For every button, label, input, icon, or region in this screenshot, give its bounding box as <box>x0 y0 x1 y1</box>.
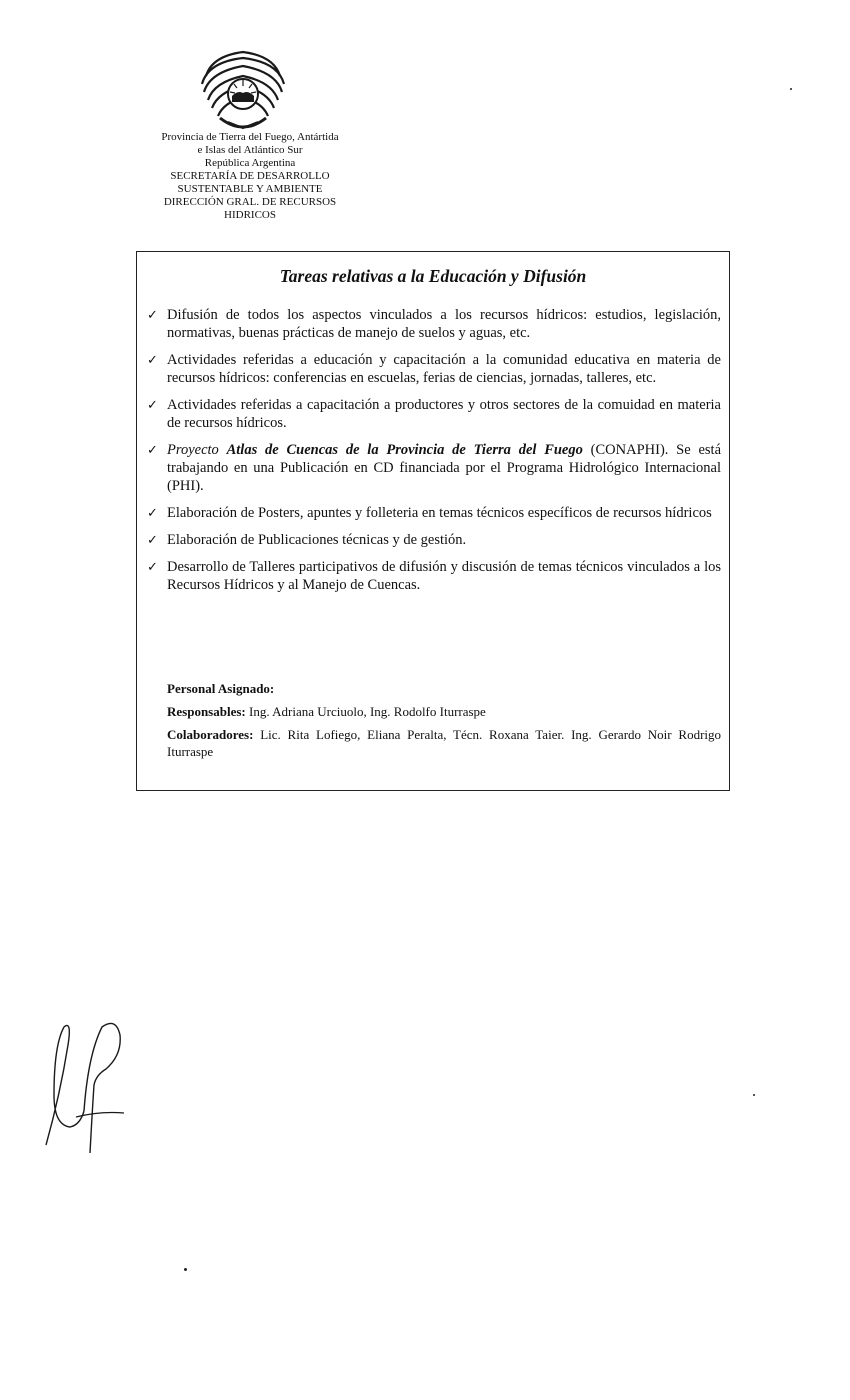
personnel-section <box>167 680 721 766</box>
personnel-heading: Personal Asignado: <box>167 681 275 696</box>
provincial-seal-icon <box>198 46 288 130</box>
header-line-province: Provincia de Tierra del Fuego, Antártida <box>161 131 339 143</box>
task-item <box>147 558 721 594</box>
task-prefix: Proyecto <box>167 442 219 458</box>
tasks-box <box>136 251 730 791</box>
responsables-row <box>167 703 721 720</box>
colaboradores-value: Lic. Rita Lofiego, Eliana Peralta, Técn. Roxana Taier. Ing. Gerardo Noir Rodrigo Iturraspe <box>167 727 722 759</box>
checkmark-icon: ✓ <box>147 559 158 574</box>
task-item <box>147 351 721 387</box>
checkmark-icon: ✓ <box>147 352 158 367</box>
scan-speck <box>790 88 792 90</box>
responsables-value: Ing. Adriana Urciuolo, Ing. Rodolfo Iturraspe <box>249 704 486 719</box>
checkmark-icon: ✓ <box>147 532 158 547</box>
institution-header <box>126 131 374 222</box>
header-line-direction-cont: HIDRICOS <box>224 209 276 221</box>
task-item <box>147 441 721 495</box>
scan-speck <box>184 1268 187 1271</box>
checkmark-icon: ✓ <box>147 442 158 457</box>
task-item <box>147 396 721 432</box>
task-text: Actividades referidas a educación y capacitación a la comunidad educativa en materia de recursos hídricos: conferencias en escuelas, ferias de ciencias, jornadas, talleres, etc. <box>167 352 721 386</box>
task-text: Desarrollo de Talleres participativos de difusión y discusión de temas técnicos vinculados a los Recursos Hídricos y al Manejo de Cuencas. <box>167 559 721 593</box>
responsables-label: Responsables: <box>167 704 246 719</box>
header-line-islands: e Islas del Atlántico Sur <box>197 144 303 156</box>
header-line-secretariat-cont: SUSTENTABLE Y AMBIENTE <box>177 183 323 195</box>
task-text: Elaboración de Posters, apuntes y folleteria en temas técnicos específicos de recursos hídricos <box>167 505 712 521</box>
task-item <box>147 531 721 549</box>
colaboradores-row <box>167 726 721 760</box>
header-line-secretariat: SECRETARÍA DE DESARROLLO <box>170 170 330 182</box>
checkmark-icon: ✓ <box>147 505 158 520</box>
atlas-project-title: Atlas de Cuencas de la Provincia de Tierra del Fuego <box>226 442 583 458</box>
task-item <box>147 504 721 522</box>
task-item <box>147 306 721 342</box>
task-text: (CONAPHI). Se está trabajando en una Publicación en CD financiada por el Programa Hidrológico Internacional (PHI). <box>167 442 722 494</box>
handwritten-signature <box>40 1015 130 1165</box>
task-text: Difusión de todos los aspectos vinculados a los recursos hídricos: estudios, legislación, normativas, buenas prácticas de manejo de suelos y aguas, etc. <box>167 307 721 341</box>
header-line-country: República Argentina <box>204 157 296 169</box>
colaboradores-label: Colaboradores: <box>167 727 254 742</box>
task-text: Elaboración de Publicaciones técnicas y de gestión. <box>167 532 467 548</box>
checkmark-icon: ✓ <box>147 397 158 412</box>
task-text: Actividades referidas a capacitación a productores y otros sectores de la comuidad en materia de recursos hídricos. <box>167 397 721 431</box>
task-list <box>147 306 721 603</box>
header-line-direction: DIRECCIÓN GRAL. DE RECURSOS <box>163 196 337 208</box>
checkmark-icon: ✓ <box>147 307 158 322</box>
scan-speck <box>753 1094 755 1096</box>
box-title: Tareas relativas a la Educación y Difusión <box>279 266 587 286</box>
